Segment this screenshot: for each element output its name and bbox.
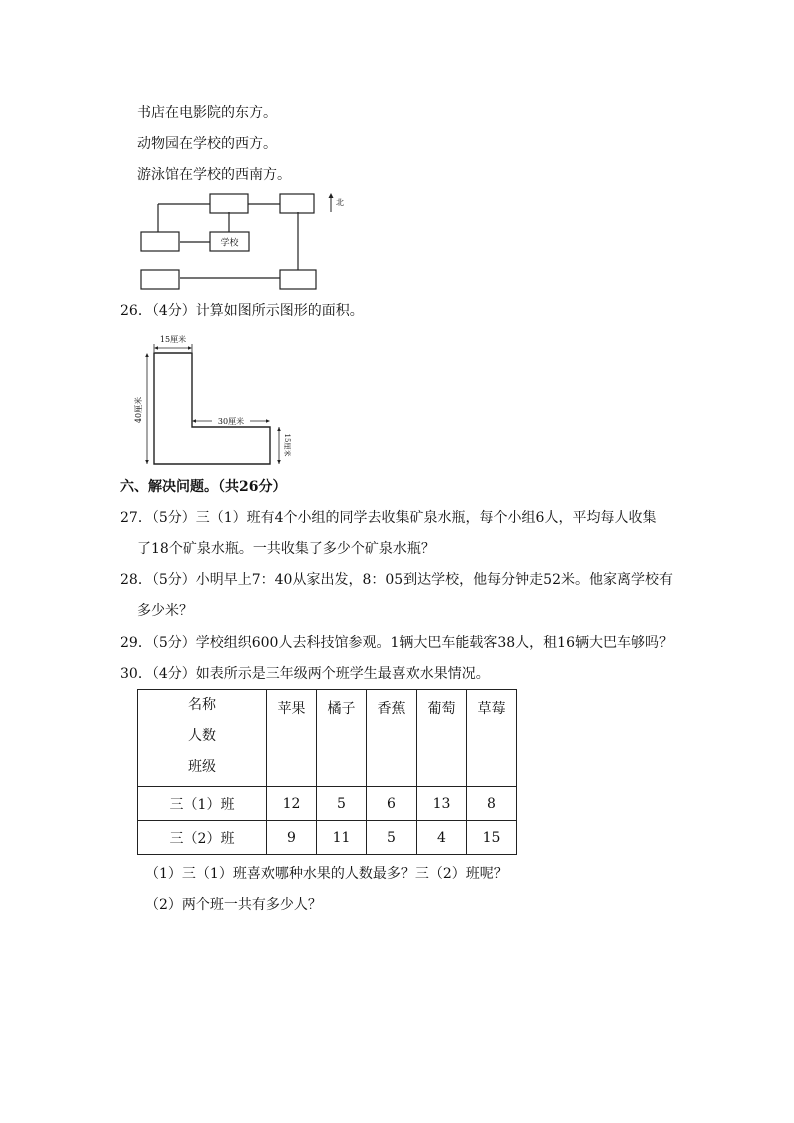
table-corner-header — [138, 690, 267, 787]
map-box-top-right — [280, 194, 314, 213]
table-row — [138, 821, 517, 855]
q28-line1: 28．（5分）小明早上7：40从家出发，8：05到达学校，他每分钟走52米。他家离学校有 — [120, 572, 673, 588]
table-row — [138, 787, 517, 821]
direction-swimming-pool: 游泳馆在学校的西南方。 — [137, 167, 291, 183]
table-cell: 9 — [267, 821, 317, 855]
table-header-row — [138, 690, 517, 787]
table-cell: 12 — [267, 787, 317, 821]
fruit-header-strawberry: 草莓 — [467, 690, 517, 787]
table-cell: 6 — [367, 787, 417, 821]
class-label: 三（1）班 — [138, 787, 267, 821]
q26-text: 26．（4分）计算如图所示图形的面积。 — [120, 303, 364, 319]
q30-sub1: （1）三（1）班喜欢哪种水果的人数最多？三（2）班呢？ — [145, 866, 508, 882]
map-north-label: 北 — [336, 198, 344, 207]
class-label: 三（2）班 — [138, 821, 267, 855]
dim-top-label: 15厘米 — [159, 335, 187, 344]
table-cell: 8 — [467, 787, 517, 821]
q27-line2: 了18个矿泉水瓶。一共收集了多少个矿泉水瓶？ — [137, 541, 435, 557]
table-cell: 5 — [317, 787, 367, 821]
q30-sub2: （2）两个班一共有多少人？ — [145, 897, 322, 913]
table-cell: 11 — [317, 821, 367, 855]
table-cell: 4 — [417, 821, 467, 855]
map-box-left — [141, 232, 179, 251]
dim-inner-label: 30厘米 — [217, 417, 245, 426]
map-box-bottom-left — [141, 270, 179, 289]
fruit-table — [137, 689, 517, 855]
fruit-header-grape: 葡萄 — [417, 690, 467, 787]
fruit-header-orange: 橘子 — [317, 690, 367, 787]
map-box-bottom-right — [280, 270, 316, 289]
table-cell: 5 — [367, 821, 417, 855]
dim-right-label: 15厘米 — [283, 433, 291, 457]
map-diagram — [136, 190, 356, 292]
q27-line1: 27．（5分）三（1）班有4个小组的同学去收集矿泉水瓶，每个小组6人，平均每人收集 — [120, 510, 657, 526]
direction-zoo: 动物园在学校的西方。 — [137, 136, 277, 152]
table-cell: 15 — [467, 821, 517, 855]
header-name: 名称 — [188, 697, 216, 713]
l-shape-figure — [134, 330, 303, 468]
map-box-top-middle — [210, 194, 248, 213]
l-shape — [154, 353, 270, 464]
map-school-label: 学校 — [220, 238, 239, 249]
header-class: 班级 — [188, 759, 216, 775]
fruit-header-apple: 苹果 — [267, 690, 317, 787]
q29-text: 29．（5分）学校组织600人去科技馆参观。1辆大巴车能载客38人，租16辆大巴车够吗？ — [120, 635, 673, 651]
north-arrowhead-icon — [329, 193, 334, 198]
section-6-title: 六、解决问题。（共26分） — [120, 479, 287, 495]
dim-left-label: 40厘米 — [134, 396, 143, 424]
q30-text: 30．（4分）如表所示是三年级两个班学生最喜欢水果情况。 — [120, 666, 490, 682]
direction-bookstore: 书店在电影院的东方。 — [137, 105, 277, 121]
fruit-header-banana: 香蕉 — [367, 690, 417, 787]
table-cell: 13 — [417, 787, 467, 821]
q28-line2: 多少米？ — [137, 603, 193, 619]
header-count: 人数 — [188, 728, 216, 744]
